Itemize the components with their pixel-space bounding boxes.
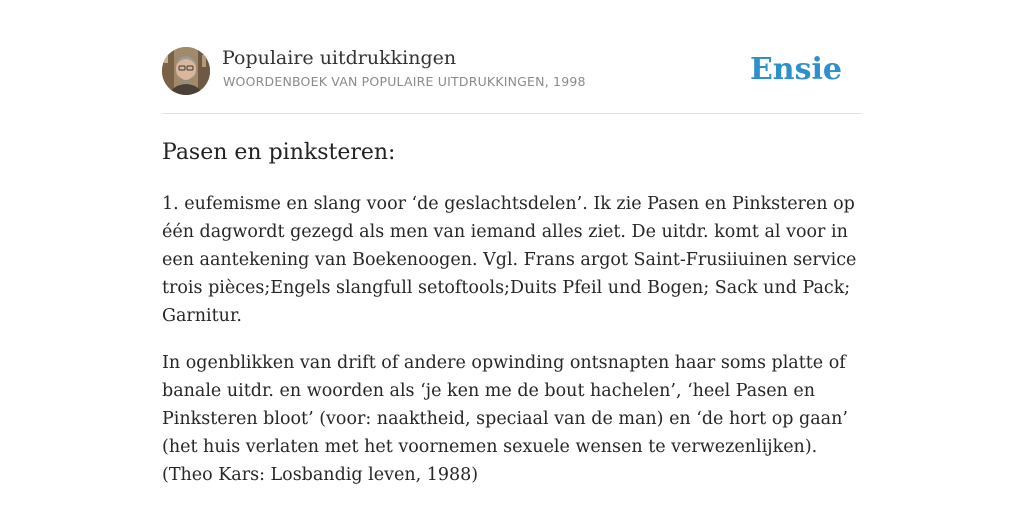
source-subtitle: WOORDENBOEK VAN POPULAIRE UITDRUKKINGEN, 1998	[223, 74, 586, 89]
entry-paragraph: In ogenblikken van drift of andere opwinding ontsnapten haar soms platte of banale uitdr. en woorden als ‘je ken me de bout hachelen’, ‘heel Pasen en Pinksteren bloot’ (voor: naaktheid, speciaal van de man) en ‘de hort op gaan’ (het huis verlaten met het voornemen sexuele wensen te verwezenlijken). (Theo Kars: Losbandig leven, 1988)	[162, 353, 848, 485]
entry-paragraph: 1. eufemisme en slang voor ‘de geslachtsdelen’. Ik zie Pasen en Pinksteren op één dagwordt gezegd als men van iemand alles ziet. De uitdr. komt al voor in een aantekening van Boekenoogen. Vgl. Frans argot Saint-Frusiiuinen service trois pièces;Engels slangfull setoftools;Duits Pfeil und Bogen; Sack und Pack; Garnitur.	[162, 194, 857, 326]
source-header	[162, 46, 862, 96]
author-portrait-icon[interactable]	[162, 47, 210, 95]
entry-term: Pasen en pinksteren:	[162, 140, 396, 165]
source-title[interactable]: Populaire uitdrukkingen	[222, 47, 457, 69]
entry-body	[162, 190, 862, 508]
entry-card	[162, 0, 862, 512]
ensie-logo[interactable]: Ensie	[749, 52, 842, 87]
divider	[162, 113, 862, 114]
